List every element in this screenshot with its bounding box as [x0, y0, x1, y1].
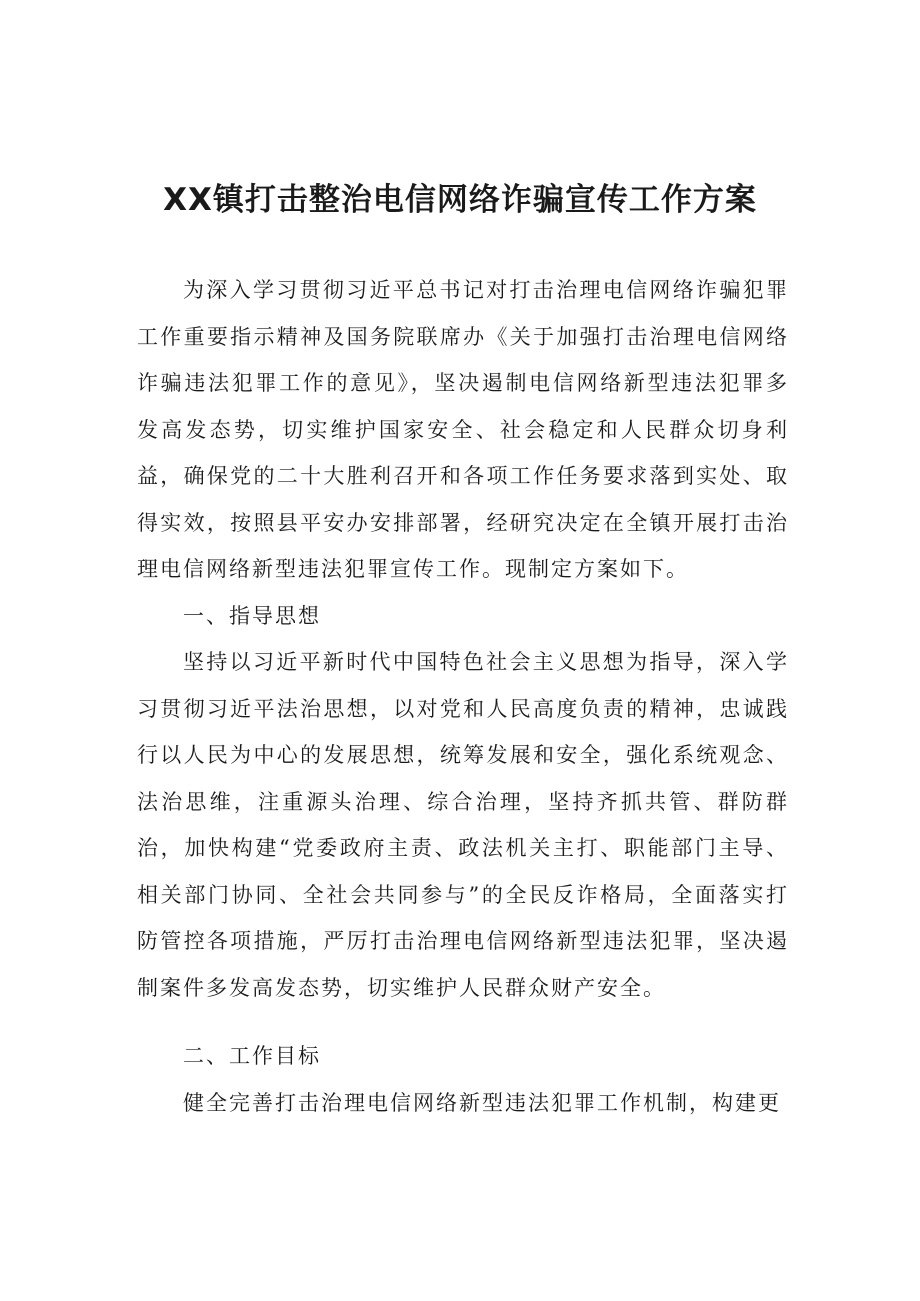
document-title: XX镇打击整治电信网络诈骗宣传工作方案	[163, 182, 757, 218]
section-paragraph-guiding-ideology: 坚持以习近平新时代中国特色社会主义思想为指导，深入学习贯彻习近平法治思想，以对党和人民高度负责的精神，忠诚践行以人民为中心的发展思想，统筹发展和安全，强化系统观念、法治思维，注重源头治理、综合治理，坚持齐抓共管、群防群治，加快构建“党委政府主责、政法机关主打、职能部门主导、相关部门协同、全社会共同参与”的全民反诈格局，全面落实打防管控各项措施，严厉打击治理电信网络新型违法犯罪，坚决遏制案件多发高发态势，切实维护人民群众财产安全。	[137, 650, 789, 1000]
section-heading-work-goals: 二、工作目标	[183, 1044, 321, 1068]
document-body	[137, 267, 789, 1126]
section-heading-guiding-ideology: 一、指导思想	[183, 603, 321, 628]
intro-paragraph: 为深入学习贯彻习近平总书记对打击治理电信网络诈骗犯罪工作重要指示精神及国务院联席办《关于加强打击治理电信网络诈骗违法犯罪工作的意见》，坚决遏制电信网络新型违法犯罪多发高发态势，切实维护国家安全、社会稳定和人民群众切身利益，确保党的二十大胜利召开和各项工作任务要求落到实处、取得实效，按照县平安办安排部署，经研究决定在全镇开展打击治理电信网络新型违法犯罪宣传工作。现制定方案如下。	[137, 278, 789, 581]
section-paragraph-work-goals: 健全完善打击治理电信网络新型违法犯罪工作机制，构建更	[183, 1090, 781, 1115]
